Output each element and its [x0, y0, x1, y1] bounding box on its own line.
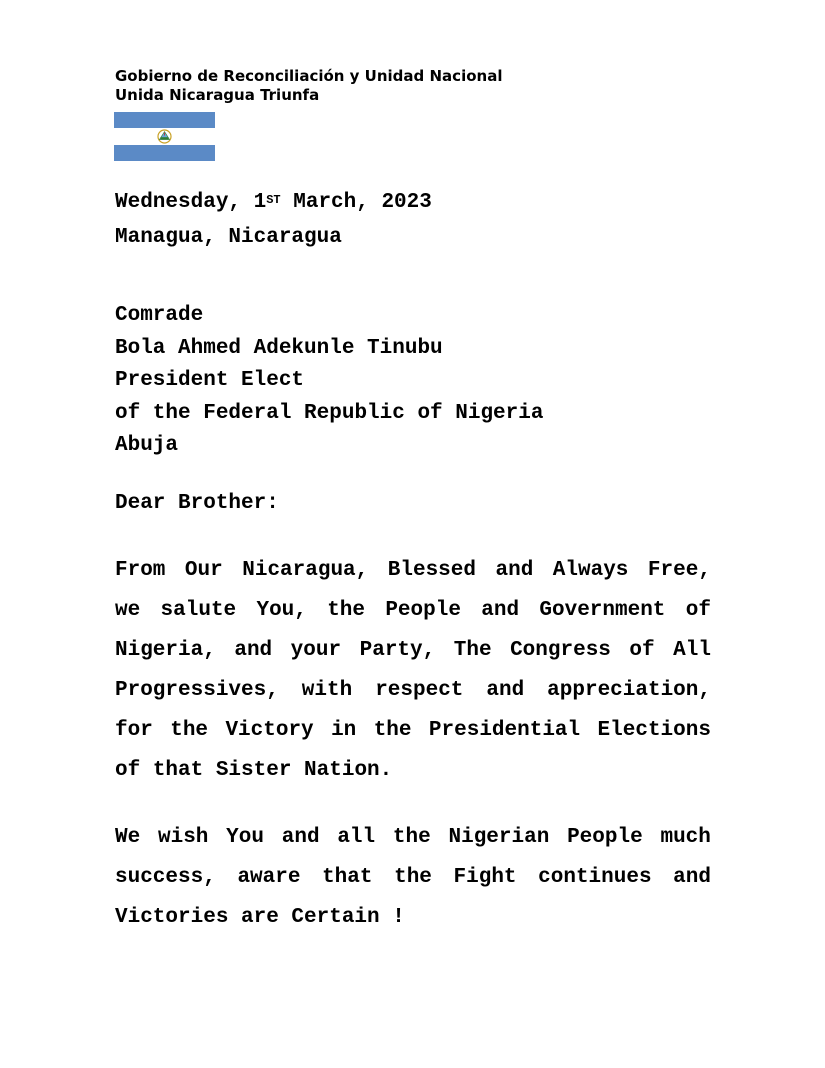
paragraph-word: People [567, 826, 643, 849]
paragraph-line [115, 858, 711, 898]
paragraph-word: Certain [291, 906, 380, 929]
salutation: Dear Brother: [115, 492, 279, 515]
paragraph-word: of [115, 759, 141, 782]
letterhead-slogan: Unida Nicaragua Triunfa [115, 86, 320, 104]
recipient-block [115, 300, 543, 463]
paragraph-word: salute [160, 599, 237, 622]
paragraph-word: the [394, 866, 432, 889]
paragraph-word: Victories [115, 906, 229, 929]
paragraph-word: success, [115, 866, 216, 889]
paragraph-word: Party, [359, 639, 436, 662]
paragraph-word: and [281, 826, 320, 849]
recipient-line: of the Federal Republic of Nigeria [115, 401, 544, 425]
paragraph-word: appreciation, [547, 679, 711, 702]
paragraph-line [115, 751, 711, 791]
paragraph-word: Nigerian [448, 826, 550, 849]
paragraph-word: Government [539, 599, 666, 622]
paragraph-word: People [385, 599, 461, 622]
paragraph-word: We [115, 826, 141, 849]
paragraph-word: of [685, 599, 711, 622]
paragraph-word: continues [538, 866, 652, 889]
paragraph-word: ! [392, 906, 405, 929]
paragraph-word: Sister [215, 759, 292, 782]
paragraph-line [115, 591, 711, 631]
paragraph-word: and [481, 599, 520, 622]
paragraph-word: the [392, 826, 431, 849]
coat-of-arms-icon [158, 130, 171, 143]
paragraph-word: that [152, 759, 204, 782]
paragraph-word: Our [184, 559, 223, 582]
paragraph-word: and [486, 679, 525, 702]
paragraph-word: Fight [453, 866, 517, 889]
nicaragua-flag-icon [114, 112, 215, 161]
paragraph-word: From [115, 559, 166, 582]
paragraph-line [115, 898, 711, 938]
paragraph-word: that [322, 866, 373, 889]
paragraph-word: respect [375, 679, 464, 702]
paragraph-word: All [673, 639, 711, 662]
paragraph-word: Blessed [387, 559, 476, 582]
letter-date [115, 189, 432, 217]
paragraph-word: Nigeria, [115, 639, 216, 662]
letterhead [115, 67, 502, 105]
date-weekday-day: Wednesday, 1 [115, 191, 267, 214]
paragraph-word: in [331, 719, 357, 742]
recipient-line: Abuja [115, 434, 179, 457]
paragraph-word: wish [157, 826, 209, 849]
paragraph-word: the [170, 719, 209, 742]
paragraph-word: the [373, 719, 412, 742]
paragraph-word: your [290, 639, 342, 662]
paragraph-word: are [241, 906, 279, 929]
paragraph-word: aware [237, 866, 301, 889]
paragraph-line [115, 631, 711, 671]
paragraph-word: Nation. [304, 759, 393, 782]
recipient-line: President Elect [115, 369, 305, 392]
paragraph-line [115, 671, 711, 711]
paragraph-word: all [337, 826, 376, 849]
paragraph-word: Victory [225, 719, 314, 742]
paragraph-word: and [495, 559, 534, 582]
paragraph-word: of [629, 639, 655, 662]
paragraph-word: and [234, 639, 273, 662]
paragraph-word: for [115, 719, 153, 742]
paragraph-word: Progressives, [115, 679, 279, 702]
recipient-line: Bola Ahmed Adekunle Tinubu [115, 336, 443, 360]
paragraph-word: Nicaragua, [242, 559, 369, 582]
letter-place: Managua, Nicaragua [115, 226, 342, 249]
paragraph-word: we [115, 599, 141, 622]
paragraph-word: with [301, 679, 353, 702]
paragraph-line [115, 818, 711, 858]
paragraph-word: much [660, 826, 711, 849]
body-paragraph-1 [115, 551, 711, 791]
paragraph-line [115, 551, 711, 591]
paragraph-word: You [226, 826, 264, 849]
paragraph-word: Free, [647, 559, 711, 582]
paragraph-word: Always [552, 559, 629, 582]
paragraph-word: Presidential [428, 719, 581, 742]
body-paragraph-2 [115, 818, 711, 938]
paragraph-word: the [327, 599, 366, 622]
paragraph-word: Congress [510, 639, 611, 662]
paragraph-word: and [673, 866, 711, 889]
date-ordinal-suffix: ST [266, 193, 281, 207]
paragraph-word: Elections [597, 719, 711, 742]
recipient-line: Comrade [115, 304, 204, 327]
date-month-year: March, 2023 [280, 191, 432, 214]
paragraph-word: You, [256, 599, 307, 622]
letterhead-government-name: Gobierno de Reconciliación y Unidad Nacional [115, 67, 503, 85]
paragraph-word: The [453, 639, 492, 662]
paragraph-line [115, 711, 711, 751]
